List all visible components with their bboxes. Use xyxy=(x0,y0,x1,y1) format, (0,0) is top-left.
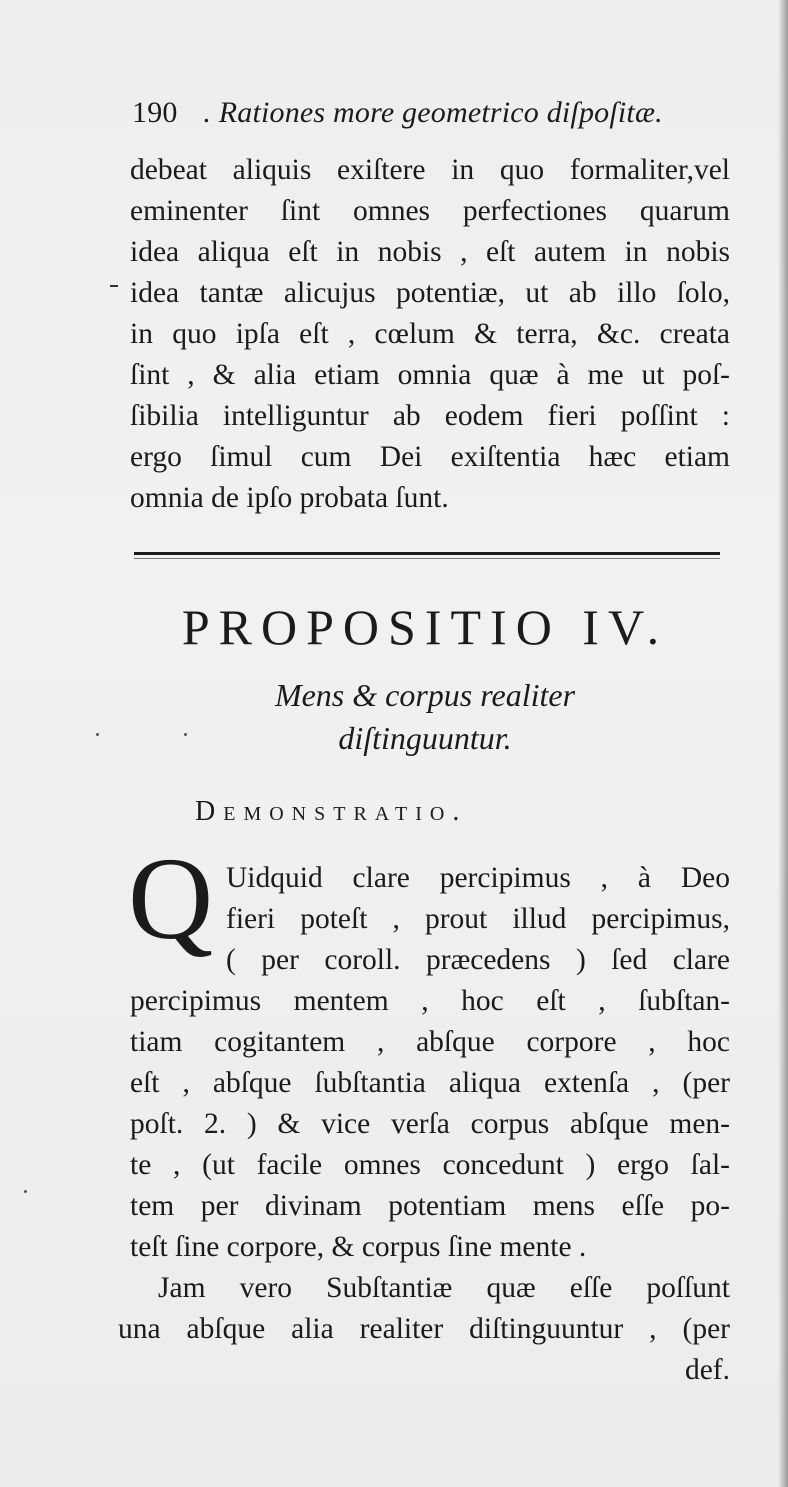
text-line: percipimus mentem , hoc eſt , ſubſtan- xyxy=(130,985,730,1017)
text-line: idea tantæ alicujus potentiæ, ut ab illo ſolo, xyxy=(130,277,730,309)
paper-speck xyxy=(96,733,99,736)
margin-mark xyxy=(110,285,118,287)
text-line: te , (ut facile omnes concedunt ) ergo ſal- xyxy=(130,1149,730,1181)
running-head: . Rationes more geometrico diſpoſitæ. xyxy=(203,96,663,129)
page-number: 190 xyxy=(132,96,178,129)
text-line: ſint , & alia etiam omnia quæ à me ut poſ- xyxy=(130,359,730,391)
page-header xyxy=(132,96,663,130)
text-line: ergo ſimul cum Dei exiſtentia hæc etiam xyxy=(130,441,730,473)
text-line: in quo ipſa eſt , cœlum & terra, &c. creata xyxy=(130,318,730,350)
paragraph-continued xyxy=(130,150,730,519)
text-line: una abſque alia realiter diſtinguuntur , (per xyxy=(118,1313,730,1345)
proposition-subtitle-line-2: diſtinguuntur. xyxy=(338,720,512,756)
text-line: idea aliqua eſt in nobis , eſt autem in nobis xyxy=(130,236,730,268)
text-line: Uidquid clare percipimus , à Deo xyxy=(226,862,730,894)
text-line: tem per divinam potentiam mens eſſe po- xyxy=(130,1190,730,1222)
text-line: fieri poteſt , prout illud percipimus, xyxy=(226,903,730,935)
page-edge-shadow xyxy=(778,0,788,1487)
text-line: poſt. 2. ) & vice verſa corpus abſque men- xyxy=(130,1108,730,1140)
paper-speck xyxy=(184,733,187,736)
text-line: teſt ſine corpore, & corpus ſine mente . xyxy=(130,1231,587,1263)
text-line: debeat aliquis exiſtere in quo formaliter,vel xyxy=(130,154,730,186)
demonstratio-paragraph xyxy=(118,858,730,1391)
text-line: Jam vero Subſtantiæ quæ eſſe poſſunt xyxy=(158,1272,730,1304)
text-line: omnia de ipſo probata ſunt. xyxy=(130,482,449,514)
paper-speck xyxy=(24,1190,27,1193)
text-line: tiam cogitantem , abſque corpore , hoc xyxy=(130,1026,730,1058)
text-line: ſibilia intelliguntur ab eodem fieri poſſint : xyxy=(130,400,730,432)
text-line: eminenter ſint omnes perfectiones quarum xyxy=(130,195,730,227)
catchword: def. xyxy=(684,1354,730,1386)
section-divider-thin xyxy=(134,558,720,559)
text-line: eſt , abſque ſubſtantia aliqua extenſa , (per xyxy=(130,1067,730,1099)
text-line: ( per coroll. præcedens ) ſed clare xyxy=(226,944,730,976)
proposition-title: PROPOSITIO IV. xyxy=(181,599,669,655)
drop-cap: Q xyxy=(128,833,214,964)
proposition-subtitle-line-1: Mens & corpus realiter xyxy=(274,677,576,713)
section-divider xyxy=(134,552,720,555)
demonstratio-heading: Demonstratio. xyxy=(195,796,468,827)
